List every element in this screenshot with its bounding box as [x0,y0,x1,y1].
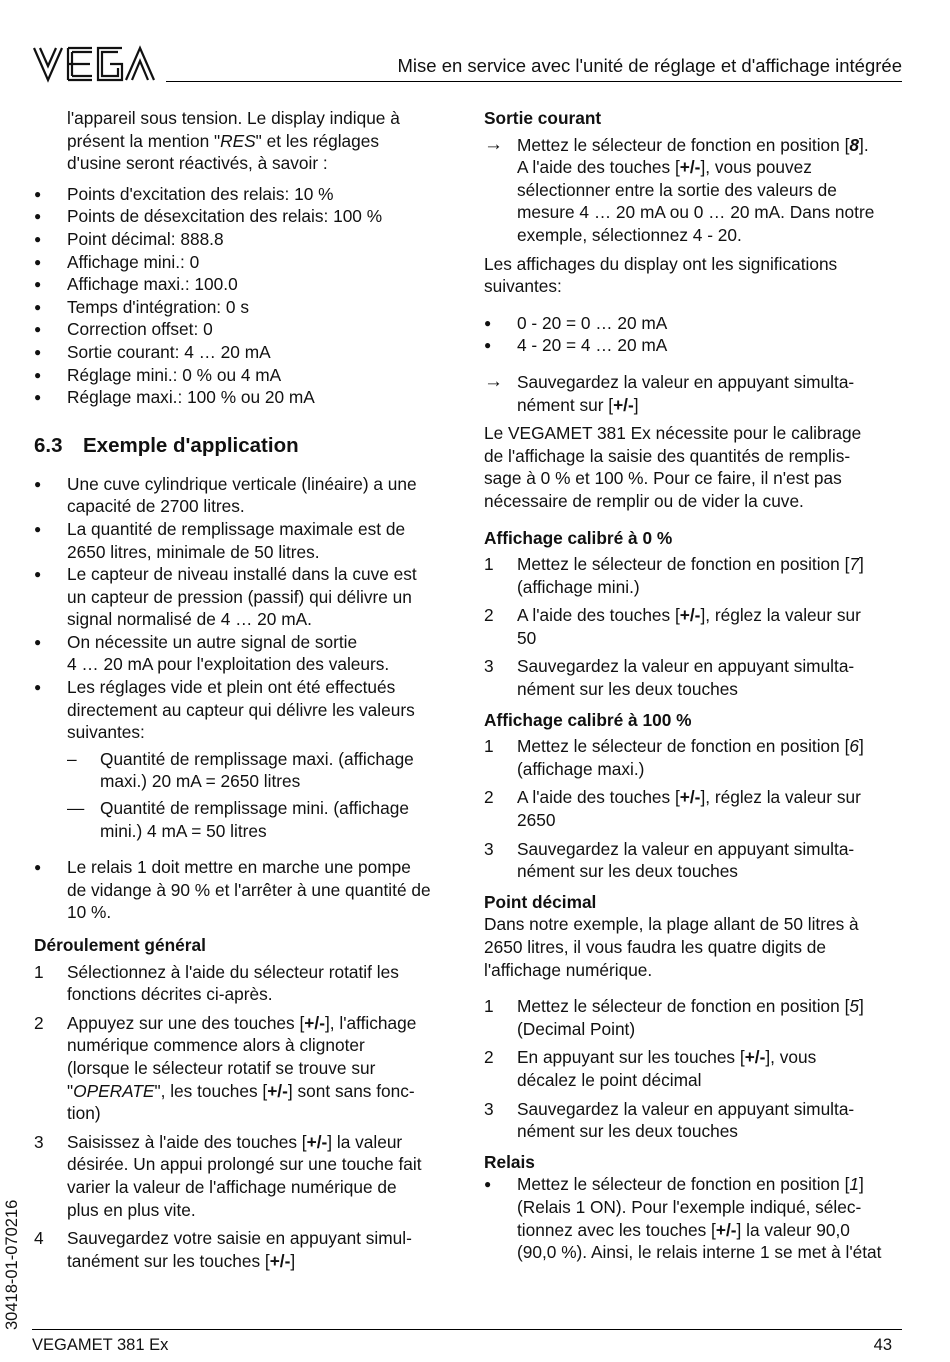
dash-marker: – [67,748,77,769]
line: Sauvegardez la valeur en appuyant simulta- [517,1098,855,1119]
line: Sélectionnez à l'aide du sélecteur rotatif les [67,961,399,982]
step-number: 2 [484,1047,494,1068]
subheading-current: Sortie courant [484,108,602,128]
line: suivantes: [484,276,562,297]
text: ] [859,1174,864,1195]
line: Sauvegardez votre saisie en appuyant simul- [67,1228,412,1249]
line: numérique commence alors à clignoter [67,1035,365,1056]
line: 2650 litres, minimale de 50 litres. [67,541,320,562]
line: varier la valeur de l'affichage numérique de [67,1176,397,1197]
text: ], l'affichage [324,1012,417,1033]
line: suivantes: [67,722,145,743]
text: ], vous pouvez [700,157,812,178]
line: désirée. Un appui prolongé sur une touche fait [67,1154,422,1175]
line: Quantité de remplissage mini. (affichage [100,798,409,819]
text: En appuyant sur les touches [ [517,1047,745,1068]
intro-line: l'appareil sous tension. Le display indique à [67,108,400,128]
subheading-cal0: Affichage calibré à 0 % [484,527,673,548]
line: On nécessite un autre signal de sortie [67,631,358,652]
key-label: +/- [269,1250,291,1271]
list-item: ● Affichage mini.: 0 [34,251,454,274]
text: ] la valeur [327,1131,403,1152]
key-label: +/- [613,394,634,415]
page-number: 43 [873,1336,892,1354]
text: tionnez avec les touches [ [517,1219,716,1240]
line: fonctions décrites ci-après. [67,984,273,1005]
list-item: ● 4 - 20 = 4 … 20 mA [484,334,906,357]
list-item [34,518,454,563]
step-item [34,1131,454,1221]
step-item [484,604,906,649]
list-item: ● Correction offset: 0 [34,318,454,341]
dash-marker: — [67,798,85,819]
step-number: 3 [34,1131,44,1152]
subheading-general: Déroulement général [34,935,206,955]
step-number: 1 [34,961,44,982]
intro-res: RES [220,130,256,151]
line: un capteur de pression (passif) qui délivre un [67,586,412,607]
key-label: +/- [267,1080,288,1101]
list-item: ● Sortie courant: 4 … 20 mA [34,341,454,364]
position-number: 1 [849,1174,860,1195]
instruction-item [484,371,906,416]
key-label: +/- [679,157,701,178]
list-item [34,631,454,676]
line: (Relais 1 ON). Pour l'exemple indiqué, sélec- [517,1196,862,1217]
subheading-relais: Relais [484,1151,535,1172]
list-item [34,563,454,631]
text: ] la valeur 90,0 [736,1219,850,1240]
step-number: 3 [484,838,494,859]
sub-list-item [67,797,454,842]
sub-list-item [67,748,454,793]
step-item [484,995,906,1040]
step-number: 3 [484,1098,494,1119]
line: tion) [67,1103,101,1124]
page-header-title: Mise en service avec l'unité de réglage et d'affichage intégrée [397,55,902,76]
line: de vidange à 90 % et l'arrêter à une quantité de [67,879,431,900]
line: Les affichages du display ont les significations [484,253,838,274]
line: 4 … 20 mA pour l'exploitation des valeurs. [67,654,390,675]
list-item: ● Points de désexcitation des relais: 100 % [34,205,454,228]
line: Sauvegardez la valeur en appuyant simulta- [517,838,855,859]
text: ] [859,736,864,757]
list-item: ● 0 - 20 = 0 … 20 mA [484,312,906,335]
text: Mettez le sélecteur de fonction en position [ [517,554,850,575]
defaults-list [34,183,454,409]
line: mesure 4 … 20 mA ou 0 … 20 mA. Dans notre [517,202,875,223]
text: ], vous [765,1047,817,1068]
key-label: +/- [304,1012,325,1033]
line: La quantité de remplissage maximale est de [67,518,406,539]
text: Mettez le sélecteur de fonction en position [ [517,1174,850,1195]
line: 50 [517,627,537,648]
step-number: 1 [484,554,494,575]
section-heading [34,433,454,459]
arrow-right-icon: → [484,133,503,155]
step-item [484,838,906,883]
text: Mettez le sélecteur de fonction en position [ [517,134,850,155]
subheading-cal100: Affichage calibré à 100 % [484,709,692,730]
step-item [34,1012,454,1125]
step-number: 2 [484,787,494,808]
text: Mettez le sélecteur de fonction en position [ [517,736,850,757]
step-item [484,655,906,700]
line: de l'affichage la saisie des quantités de remplis- [484,445,851,466]
position-number: 6 [849,736,860,757]
line: exemple, sélectionnez 4 - 20. [517,224,742,245]
text: A l'aide des touches [ [517,605,680,626]
list-item [34,676,454,842]
intro-line: d'usine seront réactivés, à savoir : [67,153,328,174]
left-column [34,107,454,1272]
text: ], réglez la valeur sur [700,605,861,626]
text: ", les touches [ [154,1080,268,1101]
step-item [484,786,906,831]
line: (Decimal Point) [517,1018,636,1039]
line: directement au capteur qui délivre les valeurs [67,699,415,720]
line: l'affichage numérique. [484,959,653,980]
intro-paragraph [34,107,454,175]
key-label: +/- [715,1219,737,1240]
step-number: 3 [484,656,494,677]
line: Sauvegardez la valeur en appuyant simulta- [517,371,855,392]
line: (lorsque le sélecteur rotatif se trouve sur [67,1057,376,1078]
meanings-list [484,312,906,357]
line: 2650 [517,810,556,831]
step-item [34,961,454,1006]
text: tanément sur les touches [ [67,1250,270,1271]
step-number: 4 [34,1228,44,1249]
footer-rule [32,1329,902,1330]
text: Mettez le sélecteur de fonction en position [ [517,996,850,1017]
arrow-right-icon: → [484,370,503,392]
text: " [67,1080,74,1101]
line: 2650 litres, il vous faudra les quatre digits de [484,937,826,957]
list-item: ● Points d'excitation des relais: 10 % [34,183,454,206]
list-item [34,856,454,924]
text: Appuyez sur une des touches [ [67,1012,305,1033]
calibration-paragraph [484,422,906,512]
line: Dans notre exemple, la plage allant de 50 litres à [484,914,859,935]
line: Le VEGAMET 381 Ex nécessite pour le calibrage [484,423,862,444]
line: nécessaire de remplir ou de vider la cuve. [484,490,804,511]
text: A l'aide des touches [ [517,157,680,178]
text: ] [859,996,864,1017]
position-number: 5 [849,996,860,1017]
document-code: 30418-01-070216 [3,1199,21,1330]
line: décalez le point décimal [517,1069,702,1090]
step-number: 2 [484,605,494,626]
key-label: +/- [744,1047,766,1068]
line: mini.) 4 mA = 50 litres [100,820,267,841]
step-item [484,735,906,780]
line: (affichage maxi.) [517,758,645,779]
line: nément sur les deux touches [517,679,738,700]
text: ], réglez la valeur sur [700,787,861,808]
line: (affichage mini.) [517,576,640,597]
footer-product: VEGAMET 381 Ex [32,1336,169,1354]
vega-logo [32,44,156,84]
line: Les réglages vide et plein ont été effectués [67,677,396,698]
list-item [484,1173,906,1263]
line: sélectionner entre la sortie des valeurs de [517,179,837,200]
text: nément sur [ [517,394,614,415]
decimal-paragraph [484,913,906,981]
key-label: +/- [679,605,701,626]
step-number: 2 [34,1012,44,1033]
intro-line: présent la mention " [67,130,221,151]
line: sage à 0 % et 100 %. Pour ce faire, il n'est pas [484,468,842,489]
text: ] sont sans fonc- [287,1080,415,1101]
list-item [34,473,454,518]
line: Une cuve cylindrique verticale (linéaire) a une [67,473,417,494]
text: Saisissez à l'aide des touches [ [67,1131,307,1152]
line: maxi.) 20 mA = 2650 litres [100,771,301,792]
step-item [484,1098,906,1143]
list-item: ● Temps d'intégration: 0 s [34,296,454,319]
text: ] [633,394,639,415]
right-column [484,107,906,1264]
key-label: +/- [679,787,701,808]
position-number: 7 [849,554,860,575]
section-title: Exemple d'application [83,433,299,457]
subheading-decimal: Point décimal [484,891,597,912]
header-rule [166,81,902,82]
text: ] [859,554,864,575]
line: nément sur les deux touches [517,861,738,882]
instruction-item [484,134,906,247]
operate-label: OPERATE [73,1080,155,1101]
line: capacité de 2700 litres. [67,496,245,517]
line: 10 %. [67,902,112,923]
step-item [484,553,906,598]
application-list [34,473,454,924]
list-item: ● Réglage maxi.: 100 % ou 20 mA [34,386,454,409]
list-item: ● Affichage maxi.: 100.0 [34,273,454,296]
step-item [484,1046,906,1091]
position-number: 8 [849,134,860,155]
line: Le relais 1 doit mettre en marche une pompe [67,857,411,878]
line: Sauvegardez la valeur en appuyant simulta- [517,656,855,677]
list-item: ● Réglage mini.: 0 % ou 4 mA [34,364,454,387]
key-label: +/- [306,1131,328,1152]
section-number: 6.3 [34,433,63,457]
text: ]. [859,134,869,155]
list-item: ● Point décimal: 888.8 [34,228,454,251]
line: Quantité de remplissage maxi. (affichage [100,748,414,769]
line: plus en plus vite. [67,1199,196,1220]
text: ] [290,1250,296,1271]
intro-line: " et les réglages [255,130,380,151]
step-number: 1 [484,996,494,1017]
display-meaning-paragraph [484,253,906,298]
text: A l'aide des touches [ [517,787,680,808]
line: Le capteur de niveau installé dans la cuve est [67,564,417,585]
line: (90,0 %). Ainsi, le relais interne 1 se met à l'état [517,1242,882,1263]
step-number: 1 [484,736,494,757]
line: signal normalisé de 4 … 20 mA. [67,609,312,630]
step-item [34,1227,454,1272]
line: nément sur les deux touches [517,1121,738,1142]
